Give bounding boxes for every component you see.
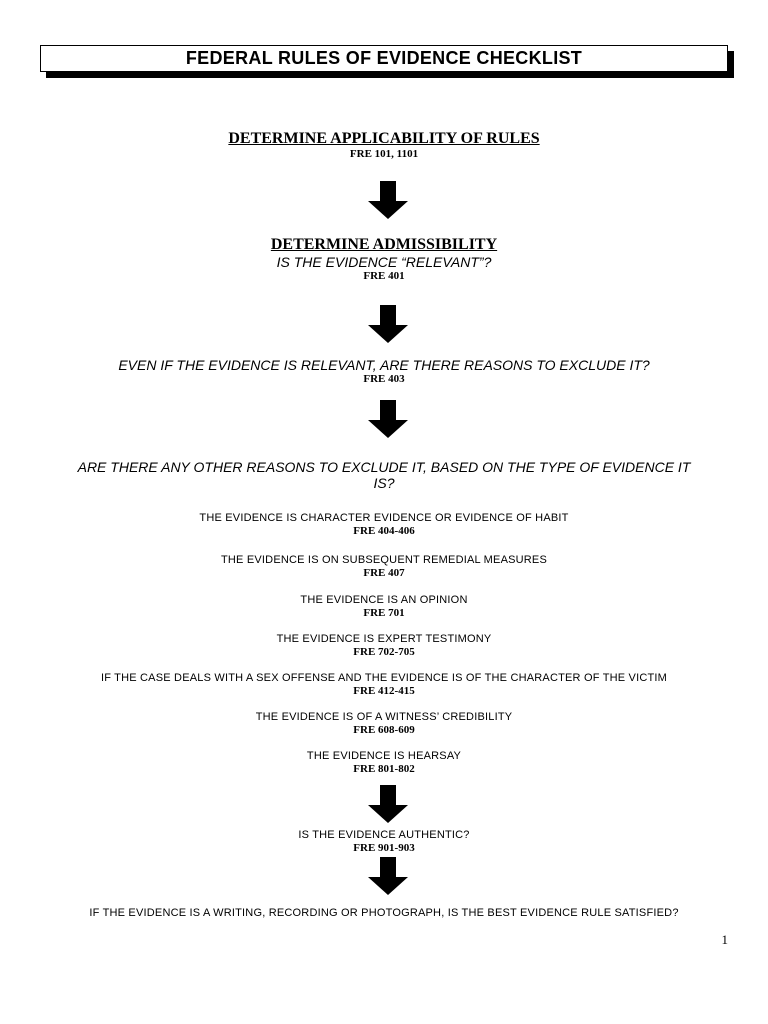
section-other-reasons [0,459,768,491]
list-item [0,710,768,737]
exclusion-cite: FRE 403 [363,373,405,385]
item-text: THE EVIDENCE IS CHARACTER EVIDENCE OR EVIDENCE OF HABIT [199,512,569,524]
item-cite: FRE 701 [363,607,405,619]
admissibility-heading: DETERMINE ADMISSIBILITY [270,236,498,253]
best-evidence-question: IF THE EVIDENCE IS A WRITING, RECORDING OR PHOTOGRAPH, IS THE BEST EVIDENCE RULE SATISFIED? [89,907,679,919]
title-box [40,45,728,72]
item-text: THE EVIDENCE IS AN OPINION [300,594,468,606]
item-cite: FRE 407 [363,567,405,579]
list-item [0,671,768,698]
item-cite: FRE 608-609 [353,724,415,736]
item-cite: FRE 801-802 [353,763,415,775]
exclusion-question: EVEN IF THE EVIDENCE IS RELEVANT, ARE THERE REASONS TO EXCLUDE IT? [118,357,650,373]
other-reasons-question-line2: IS? [373,475,395,491]
item-text: THE EVIDENCE IS HEARSAY [306,750,462,762]
item-cite: FRE 702-705 [353,646,415,658]
list-item [0,553,768,580]
down-arrow-icon [368,181,408,219]
list-item [0,749,768,776]
section-exclusion [0,357,768,386]
down-arrow-icon [368,400,408,438]
down-arrow-icon [368,857,408,895]
list-item [0,511,768,538]
page-number: 1 [721,932,728,947]
down-arrow-icon [368,785,408,823]
item-text: THE EVIDENCE IS OF A WITNESS’ CREDIBILITY [255,711,513,723]
other-reasons-question-line1: ARE THERE ANY OTHER REASONS TO EXCLUDE IT, BASED ON THE TYPE OF EVIDENCE IT [77,459,691,475]
relevance-question: IS THE EVIDENCE “RELEVANT”? [276,254,492,270]
section-best-evidence [0,906,768,920]
item-text: THE EVIDENCE IS EXPERT TESTIMONY [276,633,492,645]
item-text: THE EVIDENCE IS ON SUBSEQUENT REMEDIAL MEASURES [220,554,548,566]
section-admissibility [0,236,768,283]
page-title: FEDERAL RULES OF EVIDENCE CHECKLIST [185,48,583,68]
section-authenticity [0,828,768,855]
list-item [0,632,768,659]
down-arrow-icon [368,305,408,343]
item-text: IF THE CASE DEALS WITH A SEX OFFENSE AND THE EVIDENCE IS OF THE CHARACTER OF THE VICTIM [100,672,668,684]
authenticity-question: IS THE EVIDENCE AUTHENTIC? [298,829,470,841]
applicability-cite: FRE 101, 1101 [349,148,419,160]
item-cite: FRE 412-415 [353,685,415,697]
item-cite: FRE 404-406 [353,525,415,537]
applicability-heading: DETERMINE APPLICABILITY OF RULES [228,130,540,147]
list-item [0,593,768,620]
authenticity-cite: FRE 901-903 [353,842,415,854]
section-applicability [0,130,768,161]
relevance-cite: FRE 401 [363,270,405,282]
